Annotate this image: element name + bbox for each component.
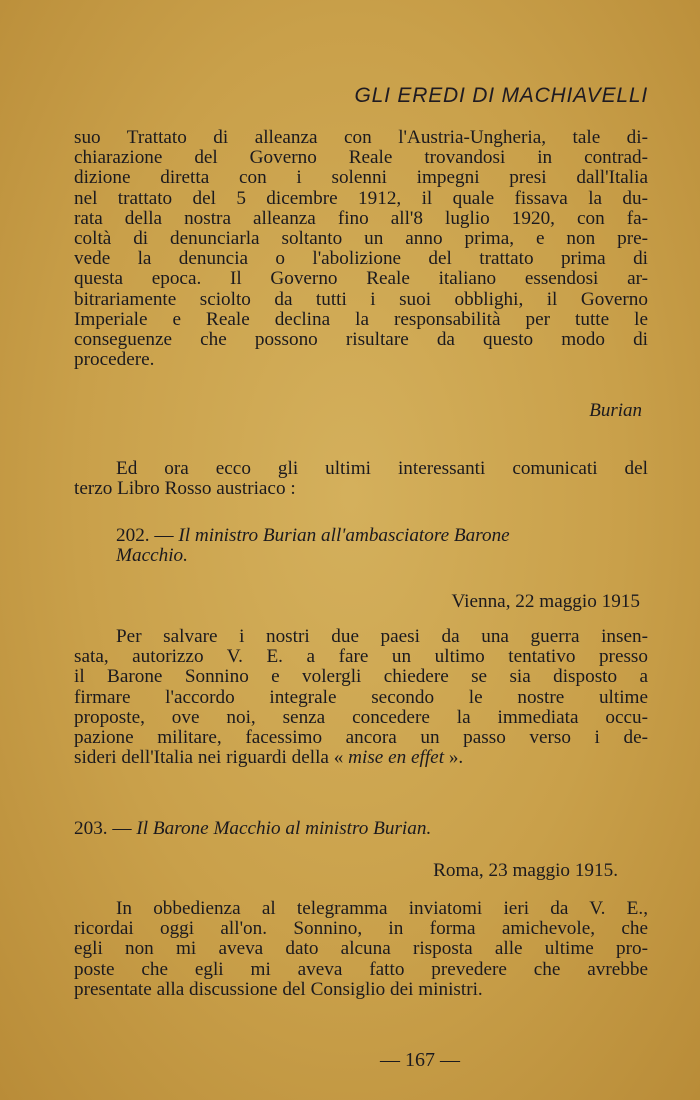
text-segment: ». <box>448 747 464 769</box>
dateline-vienna: Vienna, 22 maggio 1915 <box>451 591 640 612</box>
text-line: presentate alla discussione del Consiglio dei ministri. <box>74 978 483 1000</box>
running-head: GLI EREDI DI MACHIAVELLI <box>354 84 648 107</box>
item-number: 202. — <box>116 525 174 546</box>
text-line: terzo Libro Rosso austriaco : <box>74 478 296 500</box>
paragraph-2 <box>74 459 648 499</box>
text-line: sata, autorizzo V. E. a fare un ultimo tentativo presso <box>74 646 648 668</box>
signature: Burian <box>589 400 642 421</box>
text-line: nel trattato del 5 dicembre 1912, il quale fissava la du- <box>74 187 648 209</box>
text-line: Per salvare i nostri due paesi da una guerra insen- <box>116 626 648 647</box>
text-line: il Barone Sonnino e volergli chiedere se sia disposto a <box>74 666 648 688</box>
item-title: Il ministro Burian all'ambasciatore Barone <box>178 525 510 546</box>
paragraph-4 <box>74 899 648 1000</box>
document-heading-202 <box>116 526 648 566</box>
text-line: questa epoca. Il Governo Reale italiano essendosi ar- <box>74 268 648 290</box>
text-line: coltà di denunciarla soltanto un anno prima, e non pre- <box>74 228 648 250</box>
text-line <box>74 748 648 768</box>
italic-phrase: mise en effet <box>348 747 445 769</box>
text-line: poste che egli mi aveva fatto prevedere che avrebbe <box>74 958 648 980</box>
text-line: ricordai oggi all'on. Sonnino, in forma amichevole, che <box>74 918 648 940</box>
document-heading-203 <box>74 818 431 840</box>
heading-line <box>116 526 648 546</box>
text-line: rata della nostra alleanza fino all'8 luglio 1920, con fa- <box>74 207 648 229</box>
text-segment: sideri dell'Italia nei riguardi della « <box>74 747 344 769</box>
text-line: suo Trattato di alleanza con l'Austria-Ungheria, tale di- <box>74 127 648 148</box>
page-number: — 167 — <box>380 1049 460 1071</box>
text-line: dizione diretta con i solenni impegni presi dall'Italia <box>74 167 648 189</box>
paragraph-3 <box>74 627 648 768</box>
item-title: Il Barone Macchio al ministro Burian. <box>136 818 432 839</box>
paragraph-1 <box>74 128 648 370</box>
text-line: bitrariamente sciolto da tutti i suoi obblighi, il Governo <box>74 288 648 310</box>
text-line: vede la denuncia o l'abolizione del trattato prima di <box>74 248 648 270</box>
text-line: Ed ora ecco gli ultimi interessanti comunicati del <box>116 458 648 479</box>
text-line: Imperiale e Reale declina la responsabilità per tutte le <box>74 308 648 330</box>
item-title-continued: Macchio. <box>116 545 188 567</box>
book-page <box>74 0 648 1100</box>
text-line: proposte, ove noi, senza concedere la immediata occu- <box>74 706 648 728</box>
text-line: firmare l'accordo integrale secondo le nostre ultime <box>74 686 648 708</box>
text-line: egli non mi aveva dato alcuna risposta alle ultime pro- <box>74 938 648 960</box>
text-line: In obbedienza al telegramma inviatomi ieri da V. E., <box>116 898 648 919</box>
dateline-roma: Roma, 23 maggio 1915. <box>433 860 618 881</box>
text-line: conseguenze che possono risultare da questo modo di <box>74 329 648 351</box>
text-line: pazione militare, facessimo ancora un passo verso i de- <box>74 727 648 749</box>
item-number: 203. — <box>74 818 132 839</box>
text-line: chiarazione del Governo Reale trovandosi in contrad- <box>74 147 648 169</box>
text-line: procedere. <box>74 349 155 371</box>
